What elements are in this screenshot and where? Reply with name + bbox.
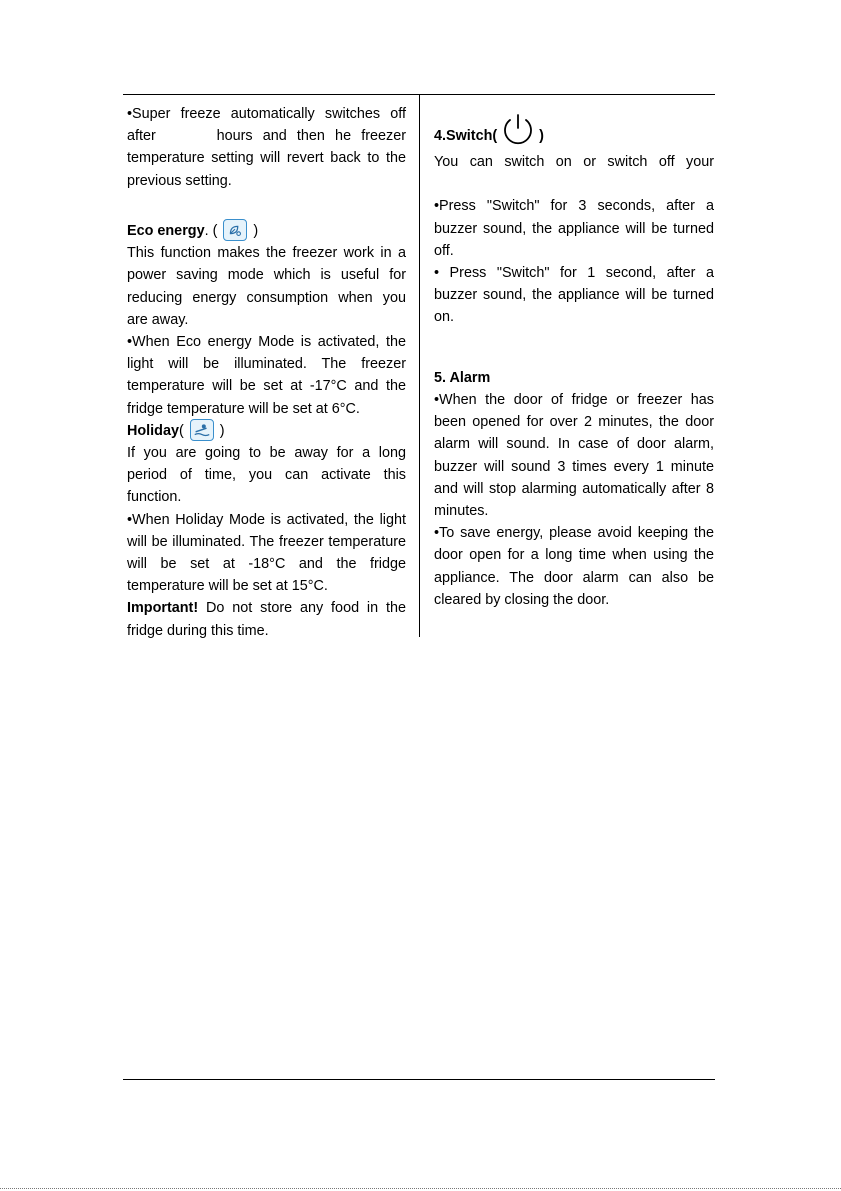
eco-energy-icon (223, 219, 247, 241)
eco-close-paren: ) (253, 223, 259, 239)
holiday-description: If you are going to be away for a long period of time, you can activate this function. (127, 445, 406, 506)
alarm-paragraph-2: •To save energy, please avoid keeping the door open for a long time when using the appliance. The door alarm can also be cleared by closing the door. (434, 525, 714, 608)
switch-description: You can switch on or switch off your (434, 154, 714, 170)
switch-heading (434, 117, 544, 155)
spacer (127, 192, 406, 214)
eco-energy-heading (127, 220, 258, 242)
eco-open-paren: . ( (204, 223, 218, 239)
eco-energy-title: Eco energy (127, 223, 205, 239)
holiday-title: Holiday (127, 422, 179, 439)
switch-off-instruction: •Press "Switch" for 3 seconds, after a buzzer sound, the appliance will be turned off. (434, 198, 714, 259)
alarm-paragraph-1: •When the door of fridge or freezer has been opened for over 2 minutes, the door alarm will sound. In case of door alarm, buzzer will sound 3 times every 1 minute and will stop alarming automatically after 8 minutes. (434, 392, 714, 520)
column-divider (419, 95, 420, 637)
switch-close-paren: ) (539, 127, 544, 144)
switch-title: 4.Switch( (434, 127, 498, 144)
spacer (434, 351, 714, 367)
left-column (127, 103, 410, 642)
power-icon (499, 111, 537, 149)
holiday-heading (127, 420, 225, 442)
super-freeze-paragraph: •Super freeze automatically switches off after hours and then he freezer temperature setting will revert back to the previous setting. (127, 106, 410, 189)
holiday-icon (190, 419, 214, 441)
spacer (434, 173, 714, 195)
bottom-rule (123, 1079, 715, 1080)
eco-energy-bullet: •When Eco energy Mode is activated, the light will be illuminated. The freezer temperature will be set at -17°C and the fridge temperature will be set at 6°C. (127, 334, 406, 417)
holiday-close-paren: ) (219, 422, 225, 439)
important-note (127, 597, 406, 641)
page-edge-dotted-line (0, 1188, 841, 1189)
important-text: Do not store any food in the fridge during this time. (127, 600, 406, 639)
right-column (434, 103, 714, 611)
spacer (434, 329, 714, 351)
alarm-title: 5. Alarm (434, 369, 491, 386)
holiday-open-paren: ( (178, 422, 184, 439)
important-label: Important! (127, 600, 199, 617)
switch-on-instruction: • Press "Switch" for 1 second, after a buzzer sound, the appliance will be turned on. (434, 265, 714, 326)
eco-energy-description: This function makes the freezer work in a power saving mode which is useful for reducing energy consumption when you are away. (127, 245, 406, 328)
holiday-bullet: •When Holiday Mode is activated, the light will be illuminated. The freezer temperature will be set at -18°C and the fridge temperature will be set at 15°C. (127, 511, 406, 595)
